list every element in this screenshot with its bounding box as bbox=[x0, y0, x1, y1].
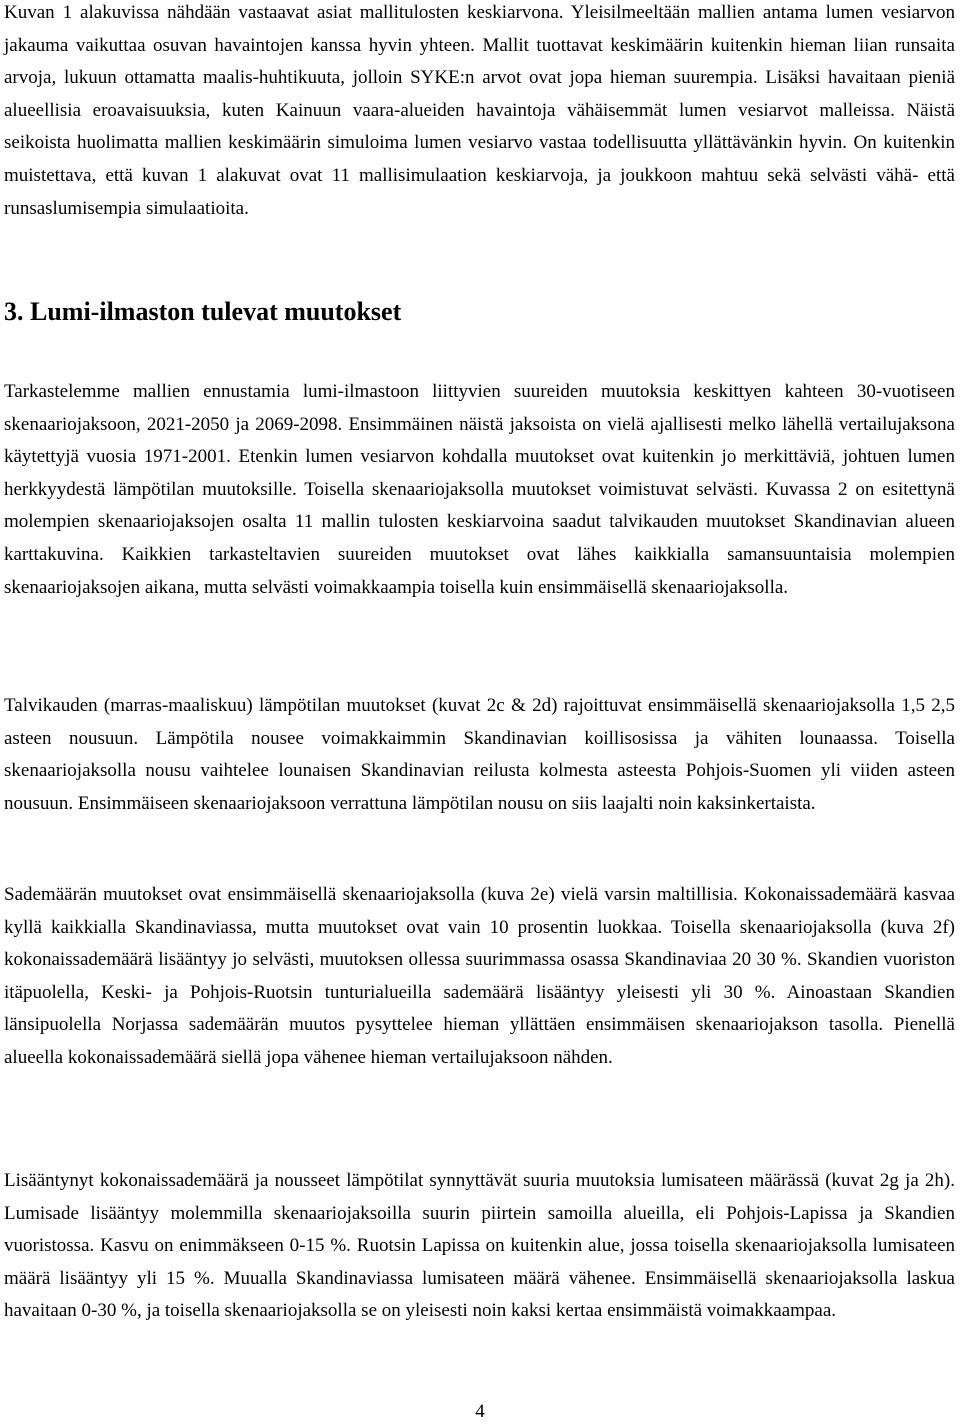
paragraph-5: Lisääntynyt kokonaissademäärä ja nousseet lämpötilat synnyttävät suuria muutoksia lumisateen määrässä (kuvat 2g ja 2h). Lumisade lisääntyy molemmilla skenaariojaksoilla suurin piirtein samoilla alueilla, eli Pohjois-Lapissa ja Skandien vuoristossa. Kasvu on enimmäkseen 0-15 %. Ruotsin Lapissa on kuitenkin alue, jossa toisella skenaariojaksolla lumisateen määrä lisääntyy yli 15 %. Muualla Skandinaviassa lumisateen määrä vähenee. Ensimmäisellä skenaariojaksolla laskua havaitaan 0-30 %, ja toisella skenaariojaksolla se on yleisesti noin kaksi kertaa ensimmäistä voimakkaampaa. bbox=[4, 1170, 955, 1322]
page-number: 4 bbox=[475, 1401, 485, 1422]
paragraph-4: Sademäärän muutokset ovat ensimmäisellä skenaariojaksolla (kuva 2e) vielä varsin maltillisia. Kokonaissademäärä kasvaa kyllä kaikkialla Skandinaviassa, mutta muutokset ovat vain 10 prosentin luokkaa. Toisella skenaariojaksolla (kuva 2f) kokonaissademäärä lisääntyy jo selvästi, muutoksen ollessa suurimmassa osassa Skandinaviaa 20 30 %. Skandien vuoriston itäpuolella, Keski- ja Pohjois-Ruotsin tunturialueilla sademäärä lisääntyy yleisesti yli 30 %. Ainoastaan Skandien länsipuolella Norjassa sademäärän muutos pysyttelee hieman yllättäen ensimmäisen skenaariojakson tasolla. Pienellä alueella kokonaissademäärä siellä jopa vähenee hieman vertailujaksoon nähden. bbox=[4, 884, 955, 1068]
paragraph-1: Kuvan 1 alakuvissa nähdään vastaavat asiat mallitulosten keskiarvona. Yleisilmeeltään mallien antama lumen vesiarvon jakauma vaikuttaa osuvan havaintojen kanssa hyvin yhteen. Mallit tuottavat keskimäärin kuitenkin hieman liian runsaita arvoja, lukuun ottamatta maalis-huhtikuuta, jolloin SYKE:n arvot ovat jopa hieman suurempia. Lisäksi havaitaan pieniä alueellisia eroavaisuuksia, kuten Kainuun vaara-alueiden havaintoja vähäisemmät lumen vesiarvot malleissa. Näistä seikoista huolimatta mallien keskimäärin simuloima lumen vesiarvo vastaa todellisuutta yllättävänkin hyvin. On kuitenkin muistettava, että kuvan 1 alakuvat ovat 11 mallisimulaation keskiarvoja, ja joukkoon mahtuu sekä selvästi vähä- että runsaslumisempia simulaatioita. bbox=[4, 2, 955, 219]
section-heading: 3. Lumi-ilmaston tulevat muutokset bbox=[4, 297, 402, 326]
paragraph-3: Talvikauden (marras-maaliskuu) lämpötilan muutokset (kuvat 2c & 2d) rajoittuvat ensimmäisellä skenaariojaksolla 1,5 2,5 asteen nousuun. Lämpötila nousee voimakkaimmin Skandinavian koillisosissa ja vähiten lounaassa. Toisella skenaariojaksolla nousu vaihtelee lounaisen Skandinavian reilusta kolmesta asteesta Pohjois-Suomen yli viiden asteen nousuun. Ensimmäiseen skenaariojaksoon verrattuna lämpötilan nousu on siis laajalti noin kaksinkertaista. bbox=[4, 695, 955, 814]
paragraph-2: Tarkastelemme mallien ennustamia lumi-ilmastoon liittyvien suureiden muutoksia keskittyen kahteen 30-vuotiseen skenaariojaksoon, 2021-2050 ja 2069-2098. Ensimmäinen näistä jaksoista on vielä ajallisesti melko lähellä vertailujaksona käytettyjä vuosia 1971-2001. Etenkin lumen vesiarvon kohdalla muutokset ovat kuitenkin jo merkittäviä, johtuen lumen herkkyydestä lämpötilan muutoksille. Toisella skenaariojaksolla muutokset voimistuvat selvästi. Kuvassa 2 on esitettynä molempien skenaariojaksojen osalta 11 mallin tulosten keskiarvoina saadut talvikauden muutokset Skandinavian alueen karttakuvina. Kaikkien tarkasteltavien suureiden muutokset ovat lähes kaikkialla samansuuntaisia molempien skenaariojaksojen aikana, mutta selvästi voimakkaampia toisella kuin ensimmäisellä skenaariojaksolla. bbox=[4, 381, 955, 598]
